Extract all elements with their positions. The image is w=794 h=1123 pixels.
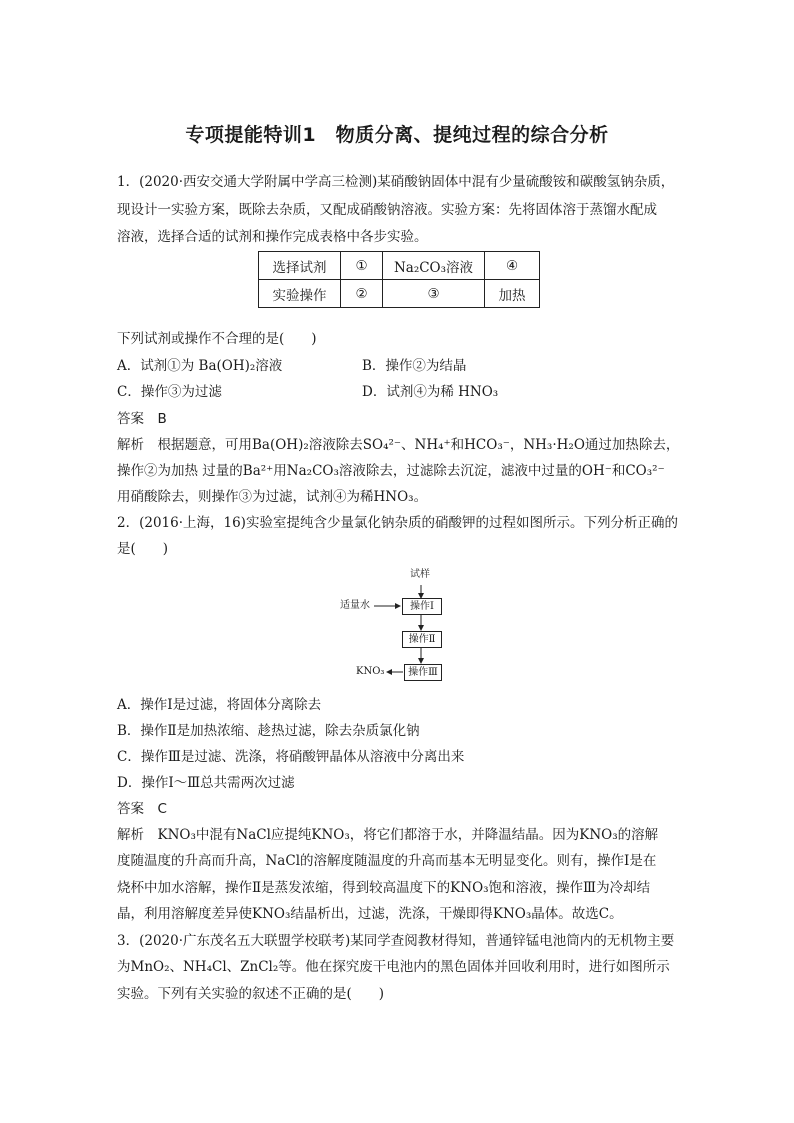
flow-output-label: KNO₃	[356, 666, 385, 677]
flow-op1-box: 操作Ⅰ	[402, 598, 442, 615]
q1-stem-line-2: 现设计一实验方案，既除去杂质，又配成硝酸钠溶液。实验方案：先将固体溶于蒸馏水配成	[117, 202, 657, 218]
page-title: 专项提能特训1 物质分离、提纯过程的综合分析	[185, 124, 609, 146]
q2-option-b: B．操作Ⅱ是加热浓缩、趁热过滤，除去杂质氯化钠	[117, 723, 420, 739]
q1-answer: 答案 B	[117, 411, 167, 427]
flow-water-label: 适量水	[340, 600, 370, 611]
q2-analysis-line-3: 烧杯中加水溶解，操作Ⅱ是蒸发浓缩，得到较高温度下的KNO₃饱和溶液，操作Ⅲ为冷却结	[117, 880, 651, 896]
table-cell: Na₂CO₃溶液	[383, 252, 485, 280]
flow-input-label: 试样	[410, 569, 430, 580]
q2-stem-line-2: 是( )	[117, 541, 169, 557]
q2-option-a: A．操作Ⅰ是过滤，将固体分离除去	[117, 697, 322, 713]
q1-option-c: C．操作③为过滤	[117, 384, 222, 400]
q1-analysis-line-2: 操作②为加热 过量的Ba²⁺用Na₂CO₃溶液除去，过滤除去沉淀，滤液中过量的OH⁻和CO₃²⁻	[117, 463, 665, 479]
flow-op2-box: 操作Ⅱ	[402, 631, 442, 648]
table-cell: 加热	[485, 280, 540, 308]
table-cell: ④	[485, 252, 540, 280]
q3-stem-line-3: 实验。下列有关实验的叙述不正确的是( )	[117, 986, 385, 1002]
table-row	[259, 252, 540, 280]
q2-analysis-line-4: 晶，利用溶解度差异使KNO₃结晶析出，过滤，洗涤，干燥即得KNO₃晶体。故选C。	[117, 906, 623, 922]
q2-analysis-line-1: 解析 KNO₃中混有NaCl应提纯KNO₃，将它们都溶于水，并降温结晶。因为KNO₃的溶解	[117, 827, 659, 843]
q2-stem-line-1: 2．(2016·上海，16)实验室提纯含少量氯化钠杂质的硝酸钾的过程如图所示。下列分析正确的	[117, 515, 678, 531]
q1-reagent-table	[258, 251, 540, 308]
q3-stem-line-1: 3．(2020·广东茂名五大联盟学校联考)某同学查阅教材得知，普通锌锰电池筒内的无机物主要	[117, 933, 675, 949]
q3-stem-line-2: 为MnO₂、NH₄Cl、ZnCl₂等。他在探究废干电池内的黑色固体并回收利用时，进行如图所示	[117, 959, 670, 975]
q1-analysis-line-1: 解析 根据题意，可用Ba(OH)₂溶液除去SO₄²⁻、NH₄⁺和HCO₃⁻，NH₃·H₂O通过加热除去，	[117, 437, 680, 453]
q1-analysis-line-3: 用硝酸除去，则操作③为过滤，试剂④为稀HNO₃。	[117, 489, 428, 505]
table-cell: 实验操作	[259, 280, 341, 308]
q1-stem-line-1: 1．(2020·西安交通大学附属中学高三检测)某硝酸钠固体中混有少量硫酸铵和碳酸氢钠杂质，	[117, 174, 675, 190]
table-cell: 选择试剂	[259, 252, 341, 280]
flow-op3-box: 操作Ⅲ	[404, 664, 442, 681]
q1-stem-line-3: 溶液，选择合适的试剂和操作完成表格中各步实验。	[117, 229, 428, 245]
q2-flow-diagram	[340, 565, 500, 690]
table-row	[259, 280, 540, 308]
q2-option-d: D．操作Ⅰ～Ⅲ总共需两次过滤	[117, 775, 295, 791]
q2-analysis-line-2: 度随温度的升高而升高，NaCl的溶解度随温度的升高而基本无明显变化。则有，操作Ⅰ是在	[117, 853, 657, 869]
q1-option-a: A．试剂①为 Ba(OH)₂溶液	[117, 358, 283, 374]
table-cell: ③	[383, 280, 485, 308]
q1-option-b: B．操作②为结晶	[362, 358, 467, 374]
q1-question: 下列试剂或操作不合理的是( )	[117, 331, 317, 347]
q2-option-c: C．操作Ⅲ是过滤、洗涤，将硝酸钾晶体从溶液中分离出来	[117, 749, 465, 765]
table-cell: ②	[341, 280, 383, 308]
q2-answer: 答案 C	[117, 801, 167, 817]
table-cell: ①	[341, 252, 383, 280]
q1-option-d: D．试剂④为稀 HNO₃	[362, 384, 499, 400]
